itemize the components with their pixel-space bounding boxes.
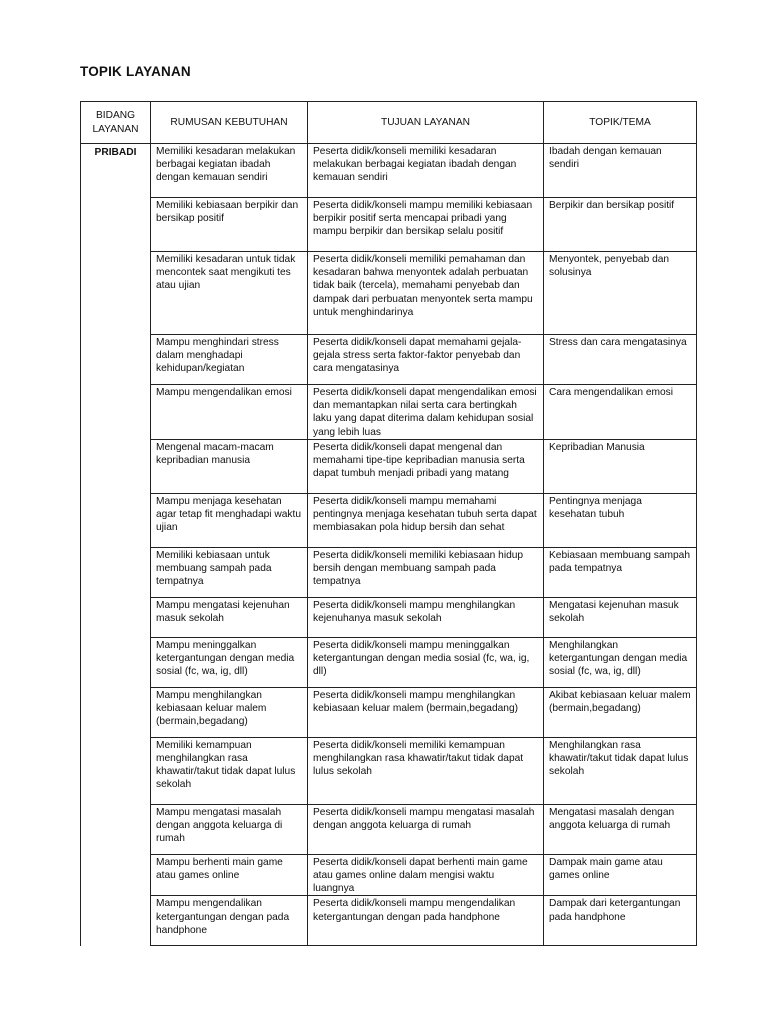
- table-row: [81, 637, 697, 687]
- rumusan-cell: Mampu mengatasi kejenuhan masuk sekolah: [151, 597, 308, 637]
- tujuan-cell: Peserta didik/konseli dapat berhenti main game atau games online dalam mengisi waktu luangnya: [308, 854, 544, 896]
- topik-cell: Mengatasi masalah dengan anggota keluarga di rumah: [544, 804, 697, 854]
- topik-cell: Dampak dari ketergantungan pada handphone: [544, 896, 697, 946]
- topik-layanan-table: [80, 101, 697, 946]
- table-row: [81, 252, 697, 335]
- rumusan-cell: Mampu menghindari stress dalam menghadapi kehidupan/kegiatan: [151, 335, 308, 385]
- topik-cell: Stress dan cara mengatasinya: [544, 335, 697, 385]
- rumusan-cell: Memiliki kesadaran melakukan berbagai kegiatan ibadah dengan kemauan sendiri: [151, 144, 308, 198]
- table-row: [81, 198, 697, 252]
- topik-cell: Kepribadian Manusia: [544, 439, 697, 493]
- rumusan-cell: Memiliki kebiasaan untuk membuang sampah pada tempatnya: [151, 547, 308, 597]
- tujuan-cell: Peserta didik/konseli mampu mengendalikan ketergantungan dengan pada handphone: [308, 896, 544, 946]
- table-row: [81, 547, 697, 597]
- topik-cell: Menyontek, penyebab dan solusinya: [544, 252, 697, 335]
- tujuan-cell: Peserta didik/konseli mampu memahami pentingnya menjaga kesehatan tubuh serta dapat membiasakan pola hidup bersih dan sehat: [308, 493, 544, 547]
- topik-cell: Akibat kebiasaan keluar malem (bermain,begadang): [544, 687, 697, 737]
- tujuan-cell: Peserta didik/konseli memiliki kemampuan menghilangkan rasa khawatir/takut tidak dapat lulus sekolah: [308, 737, 544, 804]
- page-title: TOPIK LAYANAN: [80, 64, 191, 79]
- topik-cell: Menghilangkan ketergantungan dengan media sosial (fc, wa, ig, dll): [544, 637, 697, 687]
- tujuan-cell: Peserta didik/konseli mampu menghilangkan kejenuhanya masuk sekolah: [308, 597, 544, 637]
- topik-cell: Berpikir dan bersikap positif: [544, 198, 697, 252]
- rumusan-cell: Mampu mengatasi masalah dengan anggota keluarga di rumah: [151, 804, 308, 854]
- tujuan-cell: Peserta didik/konseli mampu menghilangkan kebiasaan keluar malem (bermain,begadang): [308, 687, 544, 737]
- tujuan-cell: Peserta didik/konseli memiliki pemahaman dan kesadaran bahwa menyontek adalah perbuatan tidak baik (tercela), memahami penyebab dan dampak dari perbuatan menyontek serta mampu untuk menghindarinya: [308, 252, 544, 335]
- topik-cell: Mengatasi kejenuhan masuk sekolah: [544, 597, 697, 637]
- table-row: [81, 144, 697, 198]
- tujuan-cell: Peserta didik/konseli mampu memiliki kebiasaan berpikir positif serta mencapai pribadi yang mampu berpikir dan bersikap selalu positif: [308, 198, 544, 252]
- header-bidang-layanan: BIDANG LAYANAN: [81, 102, 151, 144]
- topik-cell: Ibadah dengan kemauan sendiri: [544, 144, 697, 198]
- rumusan-cell: Mampu meninggalkan ketergantungan dengan media sosial (fc, wa, ig, dll): [151, 637, 308, 687]
- topik-cell: Cara mengendalikan emosi: [544, 385, 697, 440]
- table-row: [81, 385, 697, 440]
- table-row: [81, 854, 697, 896]
- tujuan-cell: Peserta didik/konseli mampu meninggalkan ketergantungan dengan media sosial (fc, wa, ig, dll): [308, 637, 544, 687]
- table-row: [81, 439, 697, 493]
- tujuan-cell: Peserta didik/konseli memiliki kesadaran melakukan berbagai kegiatan ibadah dengan kemauan sendiri: [308, 144, 544, 198]
- tujuan-cell: Peserta didik/konseli dapat mengenal dan memahami tipe-tipe kepribadian manusia serta dapat tumbuh menjadi pribadi yang matang: [308, 439, 544, 493]
- bidang-layanan-cell: PRIBADI: [81, 144, 151, 946]
- tujuan-cell: Peserta didik/konseli dapat memahami gejala-gejala stress serta faktor-faktor penyebab dan cara mengatasinya: [308, 335, 544, 385]
- rumusan-cell: Mampu berhenti main game atau games online: [151, 854, 308, 896]
- tujuan-cell: Peserta didik/konseli memiliki kebiasaan hidup bersih dengan membuang sampah pada tempatnya: [308, 547, 544, 597]
- header-rumusan-kebutuhan: RUMUSAN KEBUTUHAN: [151, 102, 308, 144]
- rumusan-cell: Mampu mengendalikan ketergantungan dengan pada handphone: [151, 896, 308, 946]
- topik-cell: Kebiasaan membuang sampah pada tempatnya: [544, 547, 697, 597]
- table-row: [81, 597, 697, 637]
- rumusan-cell: Mampu menghilangkan kebiasaan keluar malem (bermain,begadang): [151, 687, 308, 737]
- table-row: [81, 493, 697, 547]
- header-topik-tema: TOPIK/TEMA: [544, 102, 697, 144]
- topik-cell: Menghilangkan rasa khawatir/takut tidak dapat lulus sekolah: [544, 737, 697, 804]
- tujuan-cell: Peserta didik/konseli dapat mengendalikan emosi dan memantapkan nilai serta cara bertingkah laku yang dapat diterima dalam kehidupan sosial yang lebih luas: [308, 385, 544, 440]
- topik-cell: Pentingnya menjaga kesehatan tubuh: [544, 493, 697, 547]
- table-header-row: [81, 102, 697, 144]
- topik-cell: Dampak main game atau games online: [544, 854, 697, 896]
- rumusan-cell: Memiliki kemampuan menghilangkan rasa khawatir/takut tidak dapat lulus sekolah: [151, 737, 308, 804]
- rumusan-cell: Memiliki kebiasaan berpikir dan bersikap positif: [151, 198, 308, 252]
- table-row: [81, 804, 697, 854]
- table-row: [81, 896, 697, 946]
- table-row: [81, 737, 697, 804]
- rumusan-cell: Mengenal macam-macam kepribadian manusia: [151, 439, 308, 493]
- table-row: [81, 687, 697, 737]
- tujuan-cell: Peserta didik/konseli mampu mengatasi masalah dengan anggota keluarga di rumah: [308, 804, 544, 854]
- rumusan-cell: Memiliki kesadaran untuk tidak mencontek saat mengikuti tes atau ujian: [151, 252, 308, 335]
- table-row: [81, 335, 697, 385]
- rumusan-cell: Mampu menjaga kesehatan agar tetap fit menghadapi waktu ujian: [151, 493, 308, 547]
- rumusan-cell: Mampu mengendalikan emosi: [151, 385, 308, 440]
- header-tujuan-layanan: TUJUAN LAYANAN: [308, 102, 544, 144]
